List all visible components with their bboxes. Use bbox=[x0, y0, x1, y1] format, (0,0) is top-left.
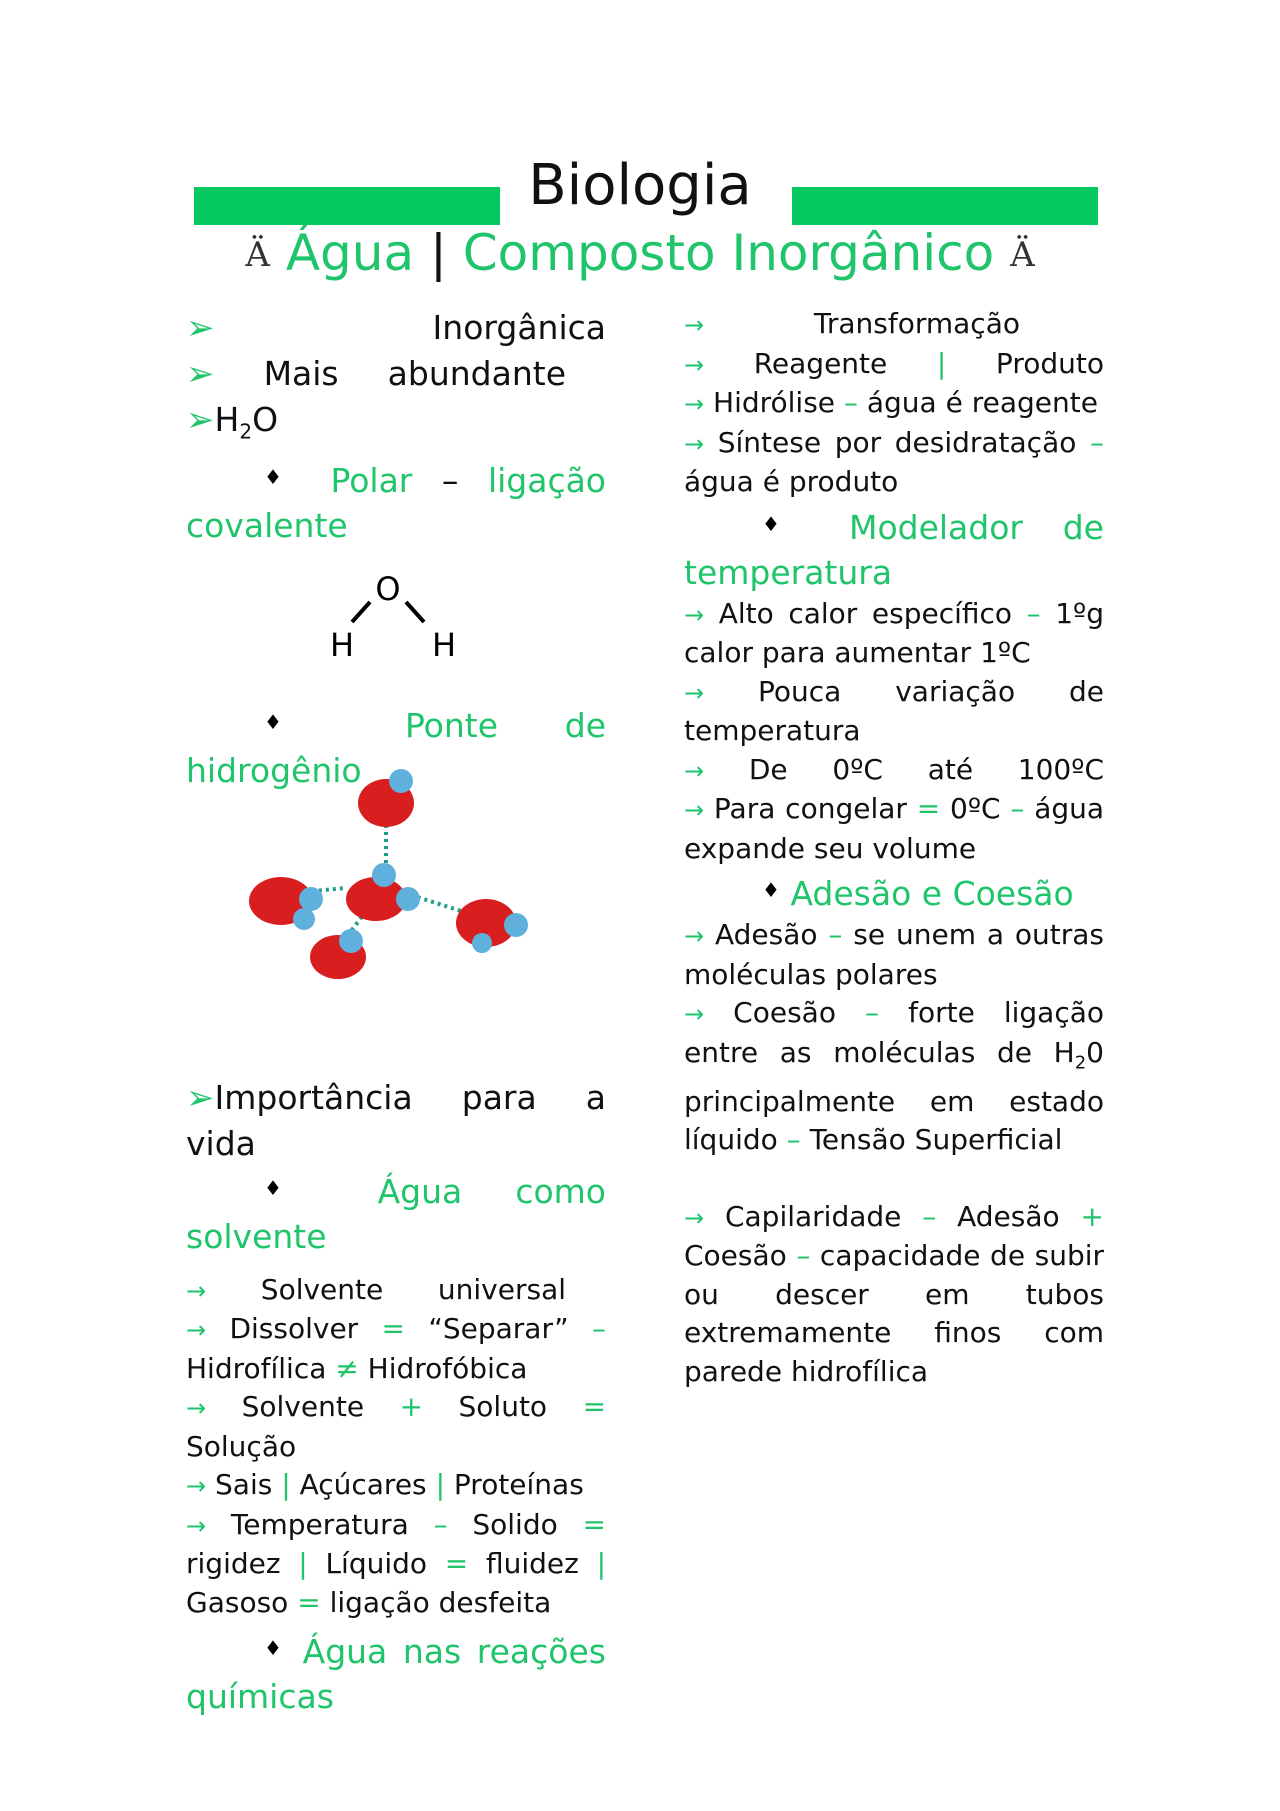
arrow-icon: → bbox=[186, 1511, 207, 1540]
chevron-right-icon: ➢ bbox=[186, 308, 215, 348]
heading-reacoes bbox=[186, 1626, 606, 1719]
water-molecule-diagram bbox=[186, 552, 606, 662]
list-item: → Temperatura – Solido = rigidez | Líquido = fluidez | Gasoso = ligação desfeita bbox=[186, 1507, 607, 1619]
list-text: forte ligação entre as moléculas de H bbox=[684, 996, 1105, 1069]
page-title: Biologia bbox=[528, 153, 752, 218]
atom-h-label: H bbox=[329, 625, 355, 662]
list-item: → Para congelar = 0ºC – água expande seu volume bbox=[684, 792, 1105, 865]
arrow-icon: → bbox=[684, 311, 705, 339]
list-item: → Sais | Açúcares | Proteínas bbox=[186, 1468, 584, 1502]
list-text: Dissolver bbox=[229, 1312, 359, 1346]
arrow-icon: → bbox=[186, 1394, 207, 1423]
diamond-icon: ♦ bbox=[264, 1175, 325, 1200]
list-text: Solido bbox=[472, 1507, 558, 1541]
hydrogen-atom bbox=[396, 887, 420, 911]
list-text: Síntese por desidratação bbox=[717, 425, 1077, 459]
list-text: se unem a outras moléculas polares bbox=[684, 918, 1104, 991]
arrow-icon: → bbox=[684, 756, 705, 785]
list-item: → Hidrólise – água é reagente bbox=[684, 386, 1098, 419]
list-text: Líquido bbox=[325, 1547, 428, 1581]
list-item: → Alto calor específico – 1ºg calor para aumentar 1ºC bbox=[684, 596, 1105, 669]
bullet-text: Importância para a vida bbox=[186, 1077, 606, 1163]
list-text: fluidez bbox=[485, 1547, 579, 1581]
arrow-icon: → bbox=[684, 922, 705, 950]
hydrogen-atom bbox=[389, 769, 413, 793]
list-item bbox=[684, 673, 1104, 751]
list-text: Gasoso bbox=[186, 1585, 289, 1619]
bullet-inorganica bbox=[186, 305, 606, 351]
modelador-text: Modelador de temperatura bbox=[684, 507, 1104, 592]
arrow-icon: → bbox=[684, 429, 705, 458]
atom-h-label: H bbox=[431, 625, 457, 662]
list-item: → Reagente | Produto bbox=[684, 346, 1104, 380]
list-text: Coesão bbox=[733, 996, 836, 1029]
list-text: água expande seu volume bbox=[684, 792, 1105, 865]
diamond-icon: ♦ bbox=[762, 511, 810, 536]
list-item: → Capilaridade – Adesão + Coesão – capacidade de subir ou descer em tubos extremamente finos com parede hidrofílica bbox=[684, 1199, 1105, 1388]
reacoes-heading-text: Água nas reações químicas bbox=[186, 1632, 606, 1717]
hydrogen-atom bbox=[504, 913, 528, 937]
heading-adesao bbox=[684, 868, 1104, 916]
bullet-text: Mais abundante bbox=[263, 354, 566, 393]
bond-line bbox=[406, 602, 424, 622]
hydrogen-atom bbox=[472, 933, 492, 953]
list-text: Solução bbox=[186, 1429, 297, 1463]
solvente-heading-text: Água como solvente bbox=[186, 1171, 606, 1256]
heading-solvente bbox=[186, 1166, 606, 1259]
list-solvente bbox=[186, 1271, 606, 1623]
list-text: Transformação bbox=[813, 307, 1020, 340]
polar-rest: ligação covalente bbox=[186, 460, 606, 545]
diamond-icon: ♦ bbox=[762, 878, 780, 902]
list-text: Para congelar bbox=[713, 792, 907, 825]
subtitle-divider: | bbox=[430, 224, 447, 282]
list-text: rigidez bbox=[186, 1547, 281, 1581]
atom-o-label: O bbox=[375, 569, 401, 608]
list-text: Reagente bbox=[753, 346, 888, 380]
formula-sub: 2 bbox=[239, 419, 253, 444]
dash: – bbox=[441, 460, 459, 500]
list-text: Adesão bbox=[714, 918, 818, 951]
list-text: ligação desfeita bbox=[329, 1585, 552, 1619]
chevron-right-icon: ➢ bbox=[186, 1077, 215, 1118]
hydrogen-bond-diagram bbox=[186, 763, 606, 1023]
symbol-icon: Ä bbox=[245, 235, 270, 275]
list-text: Solvente bbox=[241, 1390, 365, 1424]
list-item bbox=[186, 1271, 606, 1311]
hydrogen-atom bbox=[293, 908, 315, 930]
chevron-right-icon: ➢ bbox=[186, 400, 215, 440]
polar-text: Polar bbox=[330, 460, 413, 500]
list-text: Temperatura bbox=[230, 1507, 409, 1541]
list-text: Coesão bbox=[684, 1239, 787, 1273]
list-text: Hidrofílica bbox=[186, 1351, 327, 1385]
list-text: Produto bbox=[995, 346, 1104, 380]
list-text: Capilaridade bbox=[724, 1199, 902, 1233]
diamond-icon: ♦ bbox=[264, 464, 301, 489]
list-item: → Síntese por desidratação – água é produto bbox=[684, 425, 1105, 498]
ponte-text: Ponte de hidrogênio bbox=[186, 705, 606, 790]
bullet-h2o bbox=[186, 397, 606, 455]
symbol-icon: Ä bbox=[1010, 235, 1035, 275]
list-text: De 0ºC até 100ºC bbox=[748, 752, 1104, 786]
list-item: → Solvente + Soluto = Solução bbox=[186, 1390, 607, 1463]
arrow-icon: → bbox=[186, 1276, 207, 1305]
heading-polar bbox=[186, 455, 606, 548]
list-item: → Dissolver = “Separar” – Hidrofílica ≠ Hidrofóbica bbox=[186, 1312, 606, 1385]
list-text: Hidrofóbica bbox=[367, 1351, 528, 1385]
arrow-icon: → bbox=[684, 796, 705, 824]
formula-h: H bbox=[214, 400, 240, 439]
right-column bbox=[684, 305, 1104, 1391]
list-text: água é produto bbox=[684, 465, 899, 498]
hydrogen-atom bbox=[299, 887, 323, 911]
list-text: capacidade de subir ou descer em tubos extremamente finos com parede hidrofílica bbox=[684, 1239, 1105, 1388]
chevron-right-icon: ➢ bbox=[186, 354, 215, 394]
arrow-icon: → bbox=[684, 350, 705, 379]
list-item: → Coesão – forte ligação entre as moléculas de $H_20$ principalmente em estado líquido – Tensão Superficial bbox=[684, 996, 1105, 1157]
list-text: Solvente universal bbox=[260, 1272, 567, 1306]
arrow-icon: → bbox=[186, 1472, 207, 1501]
bullet-abundante bbox=[186, 351, 606, 397]
list-text: 1ºg calor para aumentar 1ºC bbox=[684, 596, 1105, 669]
arrow-icon: → bbox=[684, 1000, 705, 1028]
bullet-importancia bbox=[186, 1075, 606, 1166]
list-item: → Adesão – se unem a outras moléculas polares bbox=[684, 918, 1104, 991]
hydrogen-atom bbox=[339, 929, 363, 953]
arrow-icon: → bbox=[684, 390, 705, 418]
list-item bbox=[684, 305, 1104, 345]
arrow-icon: → bbox=[684, 678, 705, 707]
adesao-heading-text: Adesão e Coesão bbox=[790, 874, 1074, 913]
list-text: Proteínas bbox=[453, 1468, 584, 1502]
formula-sub: 2 bbox=[1074, 1052, 1087, 1074]
list-text: “Separar” bbox=[428, 1312, 569, 1346]
list-text: Sais bbox=[215, 1468, 273, 1502]
diamond-icon: ♦ bbox=[264, 709, 339, 734]
hydrogen-atom bbox=[372, 863, 396, 887]
list-text: 0 principalmente em estado líquido bbox=[684, 1035, 1104, 1157]
bond-line bbox=[352, 602, 370, 622]
list-text: Adesão bbox=[957, 1199, 1060, 1233]
list-text: 0ºC bbox=[950, 792, 1001, 825]
list-text: Alto calor específico bbox=[718, 596, 1013, 630]
diamond-icon: ♦ bbox=[264, 1636, 288, 1661]
heading-modelador bbox=[684, 502, 1104, 595]
page-subtitle bbox=[0, 218, 1280, 290]
arrow-icon: → bbox=[684, 1203, 705, 1232]
subtitle-part2: Composto Inorgânico bbox=[462, 224, 995, 282]
arrow-icon: → bbox=[186, 1316, 207, 1345]
list-text: água é reagente bbox=[866, 386, 1098, 419]
left-column bbox=[186, 305, 606, 1719]
bullet-text: Inorgânica bbox=[432, 308, 606, 347]
list-text: Hidrólise bbox=[713, 386, 836, 419]
list-item bbox=[684, 751, 1104, 791]
list-text: Soluto bbox=[458, 1390, 548, 1424]
subtitle-part1: Água bbox=[285, 224, 415, 282]
formula-o: O bbox=[252, 400, 279, 439]
list-text: Pouca variação de temperatura bbox=[684, 674, 1104, 747]
arrow-icon: → bbox=[684, 600, 705, 629]
list-text: Tensão Superficial bbox=[809, 1123, 1063, 1157]
list-text: Açúcares bbox=[299, 1468, 427, 1502]
